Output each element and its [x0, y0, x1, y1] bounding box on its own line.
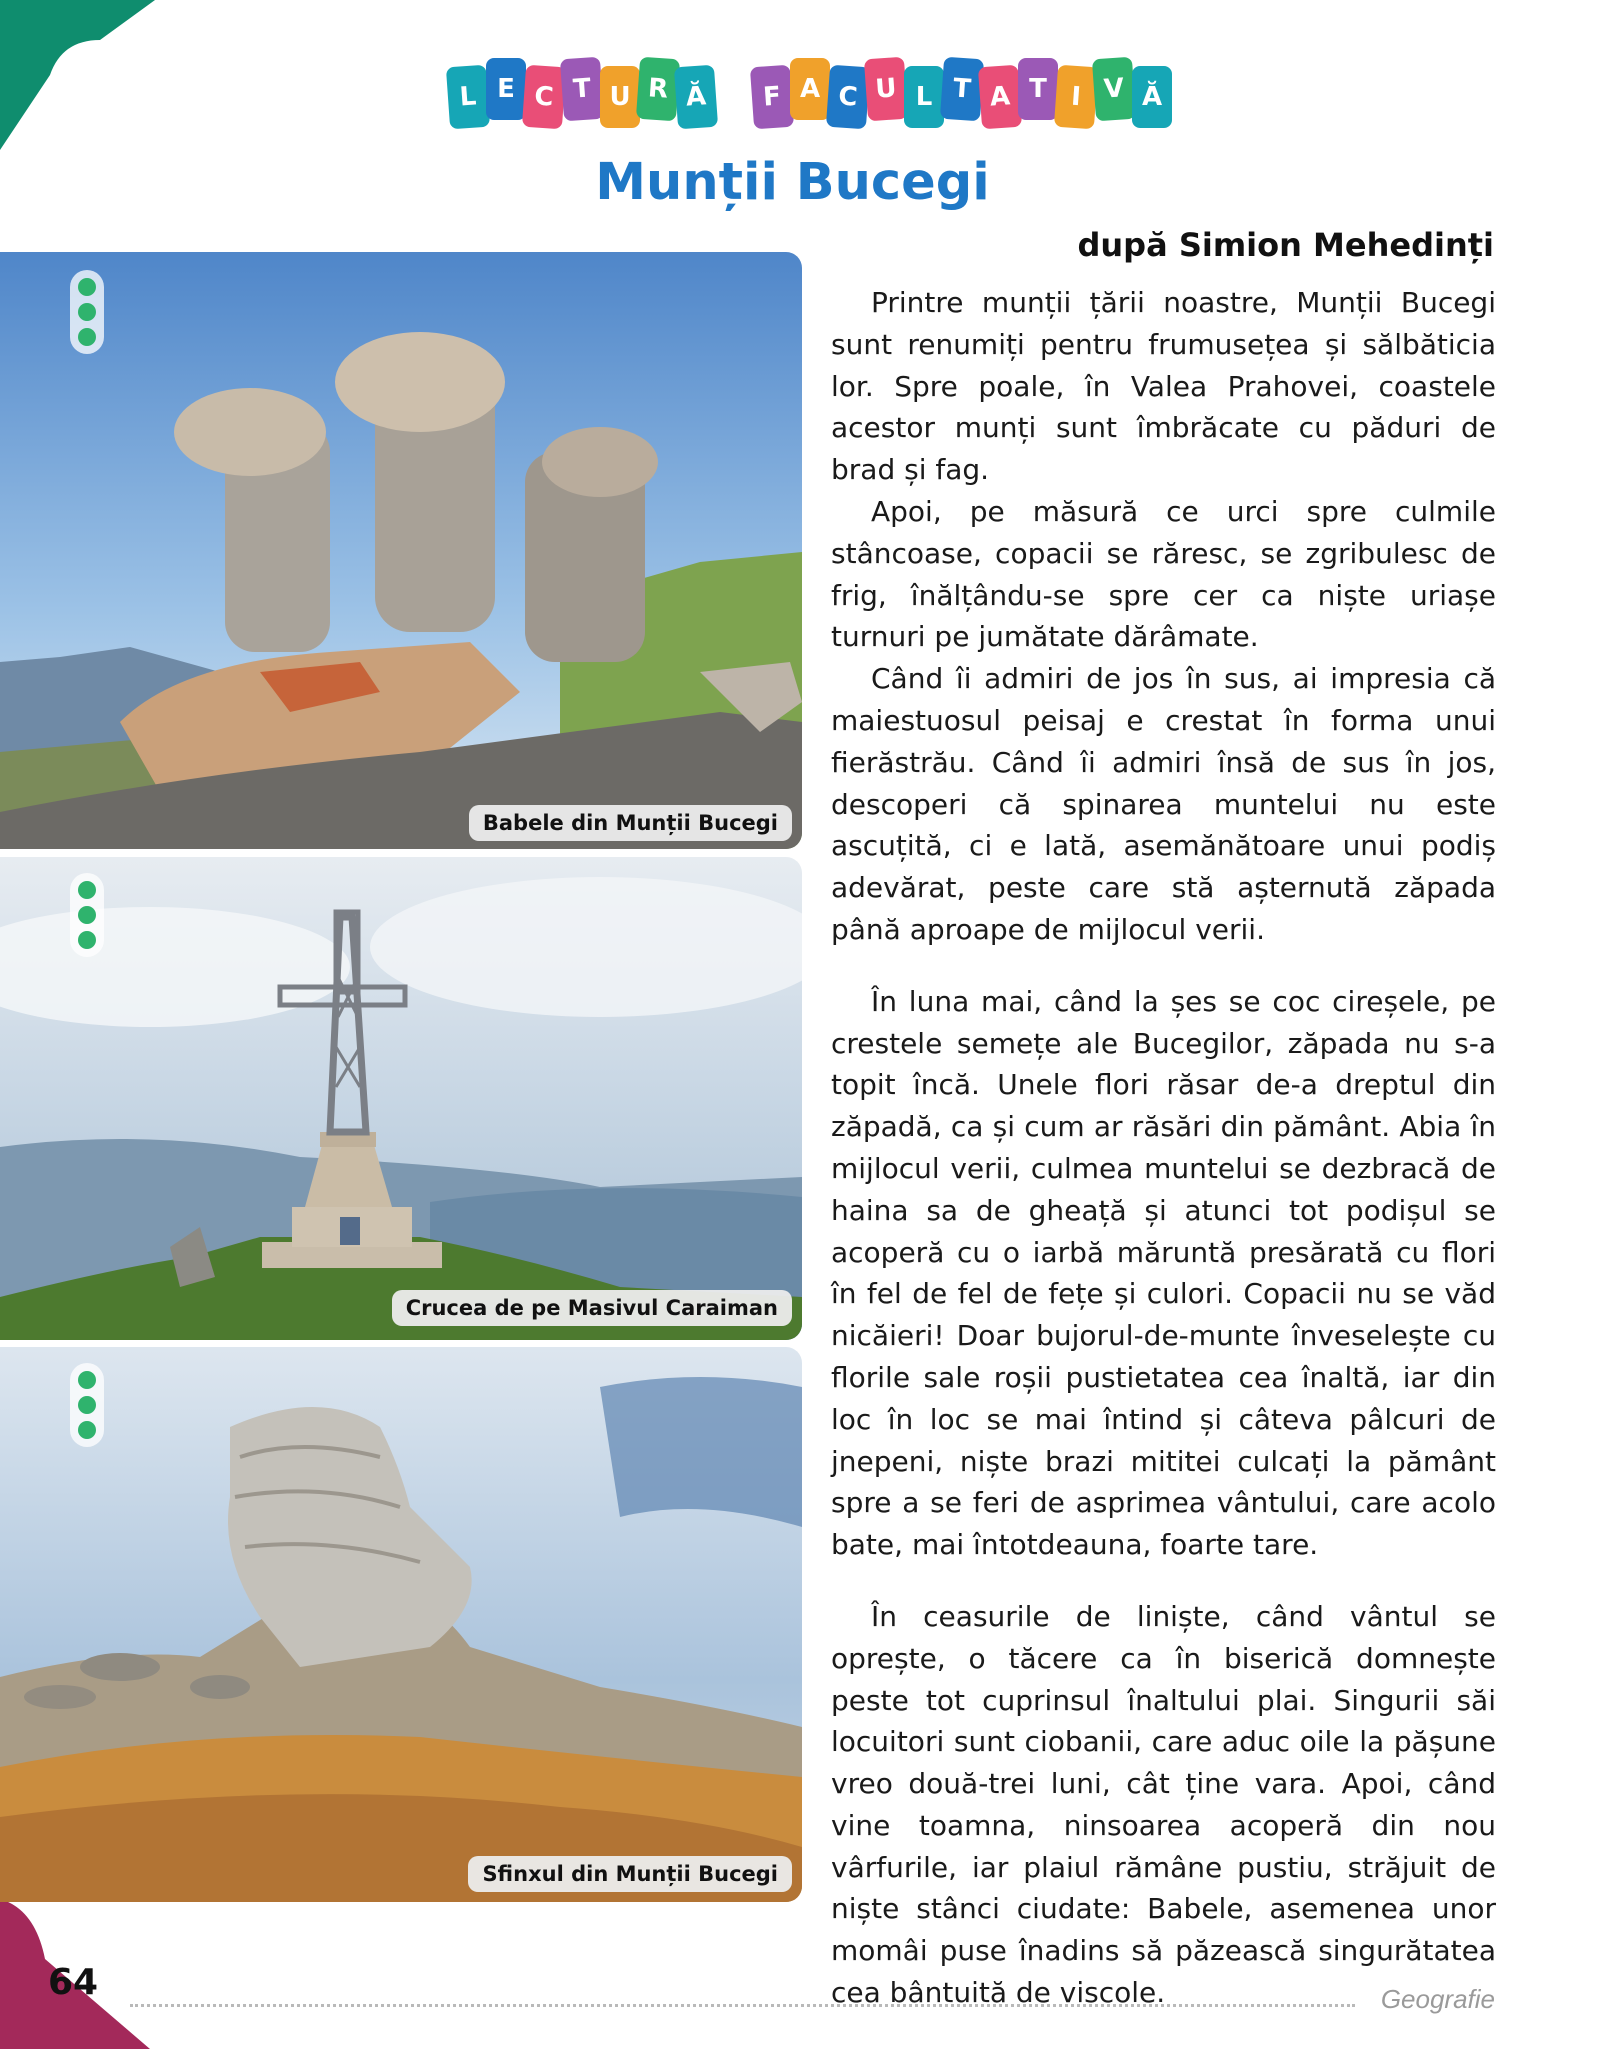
paragraph: Printre munții țării noastre, Munții Bucegi sunt renumiți pentru frumusețea și sălbăticia lor. Spre poale, în Valea Prahovei, coastele acestor munți sunt îmbrăcate cu păduri de brad și fag.: [831, 286, 1496, 487]
label-letter-tile: T: [1018, 58, 1058, 120]
page-title: Munții Bucegi: [595, 153, 990, 212]
photo-babele: [0, 252, 802, 849]
label-letter-tile: Ă: [674, 65, 718, 130]
section-label-lectura-facultativa: [0, 62, 1615, 142]
three-dots-icon: [70, 270, 104, 354]
label-letter-tile: F: [750, 65, 794, 130]
photo-crucea-caraiman: [0, 857, 802, 1340]
photo-sfinxul: [0, 1347, 802, 1902]
label-letter-tile: L: [904, 66, 944, 128]
photo-caption: Babele din Munții Bucegi: [469, 805, 792, 841]
paragraph: Când îi admiri de jos în sus, ai impresia că maiestuosul peisaj e crestat în forma unui fierăstrău. Când îi admiri însă de sus în jos, descoperi că spinarea muntelui nu este ascuțită, ci e lată, asemănătoare unui podiș adevărat, peste care stă așternută zăpada până aproape de mijlocul verii.: [831, 662, 1496, 946]
three-dots-icon: [70, 1363, 104, 1447]
label-letter-tile: T: [940, 57, 984, 122]
three-dots-icon: [70, 873, 104, 957]
photo-caption: Sfinxul din Munții Bucegi: [468, 1856, 792, 1892]
label-letter-tile: A: [978, 65, 1022, 130]
label-letter-tile: E: [486, 58, 526, 120]
subject-label: Geografie: [1380, 1984, 1495, 2014]
paragraph: În luna mai, când la șes se coc cireșele, pe crestele semețe ale Bucegilor, zăpada nu s-a topit încă. Unele flori răsar de-a dreptul din zăpadă, ca și cum ar răsări din pământ. Abia în mijlocul verii, culmea muntelui se dezbracă de haina sa de gheață și atunci tot podișul se acoperă cu o iarbă măruntă presărată cu flori în fel de fel de fețe și culori. Copacii nu se văd nicăieri! Doar bujorul-de-munte înveselește cu florile sale roșii pustietatea cea înaltă, iar din loc în loc se mai întind și câteva pâlcuri de jnepeni, niște brazi mititei culcați la pământ spre a se feri de asprimea vântului, care acolo bate, mai întotdeauna, foarte tare.: [831, 984, 1496, 1562]
footer-divider: [130, 2004, 1355, 2007]
label-letter-tile: V: [1092, 57, 1136, 122]
label-letter-tile: L: [446, 65, 490, 130]
label-letter-tile: A: [790, 58, 830, 120]
paragraph: Apoi, pe măsură ce urci spre culmile stâncoase, copacii se răresc, se zgribulesc de frig, înălțându-se spre cer ca niște uriașe turnuri pe jumătate dărâmate.: [831, 494, 1496, 654]
photo-caption: Crucea de pe Masivul Caraiman: [392, 1290, 792, 1326]
label-letter-tile: R: [636, 57, 680, 122]
label-letter-tile: C: [522, 65, 566, 130]
reading-text: [831, 282, 1496, 2014]
label-letter-tile: I: [1054, 65, 1098, 130]
label-letter-tile: T: [560, 57, 604, 122]
author-line: după Simion Mehedinți: [1077, 226, 1494, 264]
label-letter-tile: U: [864, 57, 908, 122]
label-letter-tile: C: [826, 65, 870, 130]
label-letter-tile: U: [600, 66, 640, 128]
page-number: 64: [48, 1962, 99, 2003]
paragraph: În ceasurile de liniște, când vântul se oprește, o tăcere ca în biserică domnește peste tot cuprinsul înaltului plai. Singurii săi locuitori sunt ciobanii, care aduc oile la pășune vreo două-trei luni, cât ține vara. Apoi, când vine toamna, ninsoarea acoperă din nou vârfurile, iar plaiul rămâne pustiu, străjuit de niște stânci ciudate: Babele, asemenea unor momâi puse înadins să păzească singurătatea cea bântuită de viscole.: [831, 1599, 1496, 2010]
label-letter-tile: Ă: [1132, 66, 1172, 128]
